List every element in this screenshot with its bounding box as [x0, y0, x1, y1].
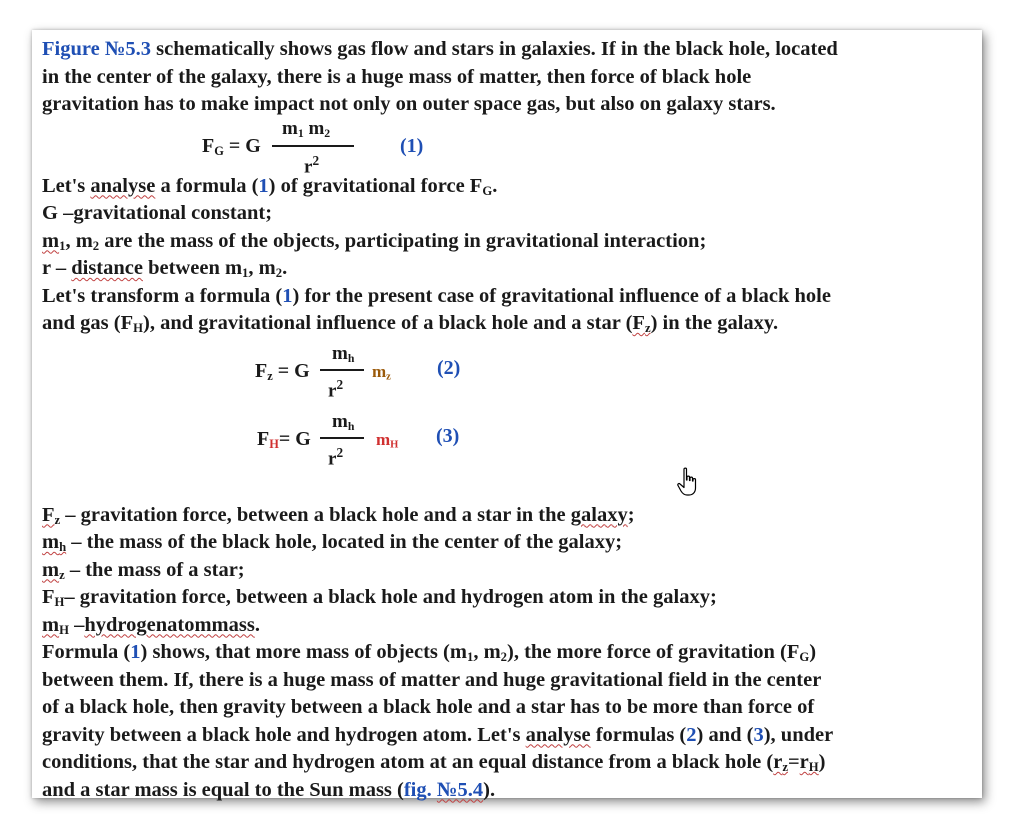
conclusion-line-3: of a black hole, then gravity between a black hole and a star has to be more than force of [42, 696, 815, 718]
conclusion-line-4: gravity between a black hole and hydrogen atom. Let's analyse formulas (2) and (3), under [42, 723, 834, 746]
analysis-line-2: G –gravitational constant; [42, 202, 273, 224]
analysis-line-5: Let's transform a formula (1) for the present case of gravitational influence of a black hole [42, 284, 831, 307]
analysis-line-4: r – distance between $m_1$, $m_2$. [42, 257, 288, 281]
analysis-line-1: Let's analyse a formula (1) of gravitational force $F_G$. [42, 174, 498, 198]
formula-3-denominator: $r^2$ [328, 444, 344, 469]
formula-2-lhs: $F_z = G$ [255, 359, 310, 383]
formula-3-lhs: $F_H= G$ [257, 427, 311, 451]
hand-cursor-icon [676, 467, 700, 499]
formula-1-denominator: $r^2$ [304, 152, 320, 177]
figure-reference[interactable]: Figure №5.3 [42, 38, 152, 60]
intro-line-1: Figure №5.3 schematically shows gas flow and stars in galaxies. If in the black hole, located [42, 38, 838, 60]
formula-1-numerator: $m_1$ $m_2$ [282, 117, 331, 140]
analysis-line-6: and gas $(F_H)$, and gravitational influence of a black hole and a star $(F_z)$ in the galaxy. [42, 312, 779, 336]
formula-2 [42, 338, 977, 406]
intro-line-3: gravitation has to make impact not only on outer space gas, but also on galaxy stars. [42, 93, 776, 115]
formula-3-number: (3) [436, 424, 460, 447]
formula-2-star-mass: $m_z$ [372, 361, 391, 383]
formula-3 [42, 406, 977, 475]
conclusion-line-1: Formula (1) shows, that more mass of objects ($m_1$, $m_2$), the more force of gravitation $(F_G)$ [42, 641, 817, 665]
conclusion-line-5: conditions, that the star and hydrogen atom at an equal distance from a black hole $(r_z=r_H)$ [42, 751, 826, 775]
formula-2-number: (2) [437, 356, 461, 379]
definition-mhydrogen: $m_H$ –hydrogenatommass. [42, 613, 260, 637]
formula-1-number: (1) [400, 134, 424, 157]
definition-fh: $F_H-$ gravitation force, between a black hole and hydrogen atom in the galaxy; [42, 586, 717, 610]
figure-5-4-link[interactable]: fig. №5.4 [403, 778, 484, 801]
formula-3-numerator: $m_h$ [332, 410, 355, 433]
formula-2-denominator: $r^2$ [328, 376, 344, 401]
definition-mz: $m_z$ – the mass of a star; [42, 558, 245, 582]
definition-mh: $m_h$ – the mass of the black hole, located in the center of the galaxy; [42, 531, 623, 555]
formula-2-numerator: $m_h$ [332, 342, 355, 365]
conclusion-line-6: and a star mass is equal to the Sun mass (fig. №5.4). [42, 778, 496, 801]
conclusion-line-2: between them. If, there is a huge mass of matter and huge gravitational field in the center [42, 668, 822, 691]
formula-1 [42, 117, 977, 177]
document-text [42, 36, 977, 804]
analysis-line-3: $m_1$, $m_2$ are the mass of the objects, participating in gravitational interaction; [42, 229, 707, 253]
intro-line-2: in the center of the galaxy, there is a huge mass of matter, then force of black hole [42, 65, 752, 88]
formula-3-hydrogen-mass: $m_H$ [376, 429, 399, 451]
document-page [32, 30, 982, 801]
formula-1-lhs: $F_G = G$ [202, 134, 261, 158]
definition-fz: $F_z$ – gravitation force, between a black hole and a star in the galaxy; [42, 503, 635, 527]
